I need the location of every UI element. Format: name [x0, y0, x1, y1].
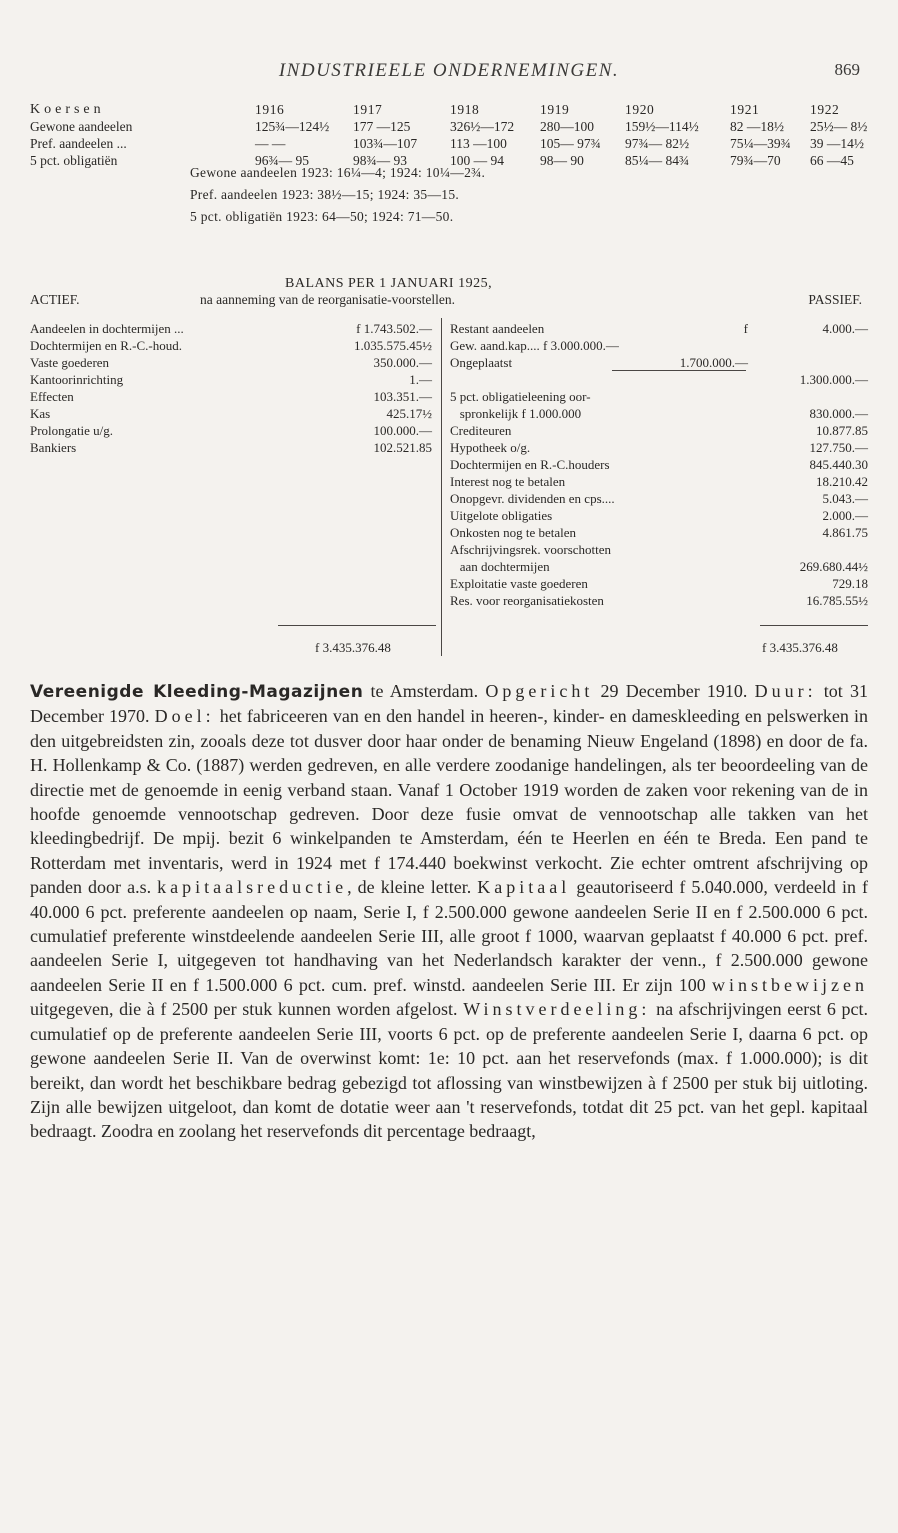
- balance-row: [30, 388, 432, 405]
- balance-label: Ongeplaatst: [450, 355, 513, 370]
- text-run: het fabriceeren van en den handel in heeren-, kinder- en dameskleeding en pelswerken in den uitgebreidsten zin, zooals deze tot dusver door haar onder de benaming Nieuw Engeland (1898) en door de fa. H. Hollenkamp & Co. (1887) werden gedreven, en alle verdere zoodanige handelingen, als ter beoordeeling van de directie met de genoemde in eenig verband staan. Vanaf 1 October 1919 worden de zaken voor rekening van de in hoofde genoemde vennootschap gedreven. Door deze fusie omvat de vennootschap alle takken van het kleedingbedrijf. De mpij. bezit 6 winkelpanden te Amsterdam, één te Heerlen en één te Breda. Een pand te Rotterdam met inventaris, werd in 1924 met f 174.440 boekwinst verkocht. Zie echter omtrent afschrijving op panden door a.s.: [30, 706, 869, 898]
- balance-label: Dochtermijen en R.-C.-houd.: [30, 338, 182, 353]
- year-cell: 1921: [730, 102, 760, 117]
- row-label: 5 pct. obligatiën: [30, 153, 118, 168]
- quotes-heading-label: Koersen: [30, 102, 105, 117]
- balance-row: [450, 337, 868, 354]
- balance-title: BALANS PER 1 JANUARI 1925,: [285, 276, 493, 291]
- passief-list: [450, 320, 868, 609]
- balance-row: [30, 439, 432, 456]
- actief-total: f 3.435.376.48: [315, 640, 391, 655]
- year-cell: 1918: [450, 102, 480, 117]
- balance-subamount: 1.700.000.—: [679, 355, 748, 370]
- balance-row: [450, 388, 868, 405]
- balance-amount: 269.680.44½: [799, 559, 868, 574]
- balance-label: Bankiers: [30, 440, 77, 455]
- quote-cell: 97¾— 82½: [625, 136, 690, 151]
- balance-subtitle: na aanneming van de reorganisatie-voorstellen.: [200, 292, 456, 307]
- balance-label: Exploitatie vaste goederen: [450, 576, 588, 591]
- balance-amount: f 1.743.502.—: [356, 321, 432, 336]
- year-cell: 1922: [810, 102, 840, 117]
- balance-amount: 10.877.85: [816, 423, 868, 438]
- balance-label: aan dochtermijen: [450, 559, 550, 574]
- text-run: uitgegeven, die à f 2500 per stuk kunnen worden afgelost.: [30, 999, 464, 1020]
- total-rule: [760, 625, 868, 626]
- total-rule: [278, 625, 436, 626]
- note-line: Pref. aandeelen 1923: 38½—15; 1924: 35—15.: [190, 187, 460, 202]
- balance-amount: 16.785.55½: [806, 593, 868, 608]
- balance-amount: 1.035.575.45½: [354, 338, 432, 353]
- balance-row: [450, 422, 868, 439]
- section-label: winstbewijzen: [712, 974, 868, 995]
- balance-amount: 1.300.000.—: [799, 372, 868, 387]
- balance-label: 5 pct. obligatieleening oor-: [450, 389, 591, 404]
- quote-cell: 66 —45: [810, 153, 854, 168]
- balance-label: Uitgelote obligaties: [450, 508, 553, 523]
- balance-row: [450, 456, 868, 473]
- note-line: Gewone aandeelen 1923: 16¼—4; 1924: 10¼—2¾.: [190, 165, 486, 180]
- balance-row: [30, 405, 432, 422]
- balance-label: spronkelijk f 1.000.000: [450, 406, 582, 421]
- balance-amount: 102.521.85: [373, 440, 432, 455]
- balance-row: [450, 354, 868, 371]
- balance-row: [450, 524, 868, 541]
- balance-amount: 2.000.—: [822, 508, 868, 523]
- balance-row: [450, 320, 868, 337]
- year-cell: 1916: [255, 102, 285, 117]
- quotes-header-row: [30, 101, 880, 118]
- balance-row: [30, 337, 432, 354]
- balance-amount: 4.861.75: [822, 525, 868, 540]
- text-run: na afschrijvingen eerst 6 pct. cumulatief op de preferente aandeelen Serie III, voorts 6 pct. op de preferente aandeelen Serie I, daarna 6 pct. op gewone aandeelen Serie II. Van de overwinst komt: 1e: 10 pct. aan het reservefonds (max. f 1.000.000); is dit bereikt, dan wordt het beschikbare bedrag gebezigd tot aflossing van winstbewijzen à f 2500 per stuk bij uitloting. Zijn alle bewijzen uitgeloot, dan komt de dotatie weer aan 't reservefonds, totdat dit 25 pct. van het gepl. kapitaal bedraagt. Zoodra en zoolang het reservefonds dit percentage bedraagt,: [30, 999, 869, 1142]
- quote-cell: 85¼— 84¾: [625, 153, 690, 168]
- quote-cell: 98— 90: [540, 153, 584, 168]
- company-description: [30, 679, 868, 1144]
- balance-row: [450, 439, 868, 456]
- section-label: Winstverdeeling:: [463, 999, 651, 1020]
- balance-row: [450, 371, 868, 388]
- balance-label: Afschrijvingsrek. voorschotten: [450, 542, 612, 557]
- balance-label: Onopgevr. dividenden en cps....: [450, 491, 615, 506]
- balance-row: [30, 371, 432, 388]
- quotes-table: [30, 101, 880, 169]
- balance-amount: 350.000.—: [373, 355, 432, 370]
- balance-row: [450, 473, 868, 490]
- balance-amount: 4.000.—: [822, 321, 868, 336]
- balance-row: [450, 490, 868, 507]
- actief-heading: ACTIEF.: [30, 292, 80, 307]
- text-run: , de kleine letter.: [347, 877, 478, 898]
- column-divider: [441, 318, 442, 656]
- year-cell: 1919: [540, 102, 570, 117]
- quote-cell: 159½—114½: [625, 119, 699, 134]
- quote-cell: 177 —125: [353, 119, 411, 134]
- passief-total: f 3.435.376.48: [762, 640, 838, 655]
- balance-row: [450, 592, 868, 609]
- quote-notes: [190, 162, 485, 228]
- balance-amount: 729.18: [832, 576, 868, 591]
- quote-cell: 280—100: [540, 119, 594, 134]
- balance-amount: 845.440.30: [809, 457, 868, 472]
- balance-amount: 100.000.—: [373, 423, 432, 438]
- passief-heading: PASSIEF.: [808, 292, 862, 307]
- quote-cell: 79¾—70: [730, 153, 781, 168]
- quote-cell: — —: [255, 136, 286, 151]
- section-label: Duur:: [754, 681, 817, 701]
- balance-label: Aandeelen in dochtermijen ...: [30, 321, 184, 336]
- quote-cell: 82 —18½: [730, 119, 784, 134]
- balance-label: Prolongatie u/g.: [30, 423, 114, 438]
- balance-label: Hypotheek o/g.: [450, 440, 531, 455]
- text-run: te Amsterdam.: [363, 681, 486, 701]
- running-header: INDUSTRIEELE ONDERNEMINGEN.: [278, 60, 620, 81]
- section-label: kapitaalsreductie: [157, 877, 348, 898]
- quote-cell: 75¼—39¾: [730, 136, 791, 151]
- balance-amount: 830.000.—: [809, 406, 868, 421]
- balance-row: [450, 405, 868, 422]
- balance-amount: 1.—: [409, 372, 432, 387]
- quotes-row: [30, 135, 880, 152]
- text-run: geautoriseerd f 5.040.000, verdeeld in f 40.000 6 pct. preferente aandeelen op naam, Serie I, f 2.500.000 gewone aandeelen Serie II en f 2.500.000 6 pct. cumulatief preferente winstdeelende aandeelen Serie III, alle groot f 1000, waarvan geplaatst f 40.000 6 pct. pref. aandeelen Serie I, uitgegeven tot handhaving van het Nederlandsch karakter der venn., f 2.500.000 gewone aandeelen Serie II en f 1.500.000 6 pct. cum. pref. winstd. aandeelen Serie III. Er zijn 100: [30, 877, 869, 995]
- balance-row: [30, 354, 432, 371]
- balance-amount: 18.210.42: [816, 474, 868, 489]
- balance-label: Onkosten nog te betalen: [450, 525, 576, 540]
- year-cell: 1917: [353, 102, 383, 117]
- page-number: 869: [834, 60, 860, 79]
- balance-label: Effecten: [30, 389, 74, 404]
- balance-label: Interest nog te betalen: [450, 474, 566, 489]
- quote-cell: 25½— 8½: [810, 119, 868, 134]
- balance-label: Crediteuren: [450, 423, 512, 438]
- balance-label: Vaste goederen: [30, 355, 110, 370]
- text-run: tot 31 December 1970.: [30, 681, 868, 727]
- balance-label: Restant aandeelen: [450, 321, 545, 336]
- quote-cell: 326½—172: [450, 119, 515, 134]
- quote-cell: 103¾—107: [353, 136, 418, 151]
- balance-label: Res. voor reorganisatiekosten: [450, 593, 604, 608]
- quote-cell: 105— 97¾: [540, 136, 601, 151]
- actief-list: [30, 320, 432, 456]
- text-run: 29 December 1910.: [593, 681, 755, 701]
- balance-amount: 103.351.—: [373, 389, 432, 404]
- year-cell: 1920: [625, 102, 655, 117]
- note-line: 5 pct. obligatiën 1923: 64—50; 1924: 71—50.: [190, 209, 454, 224]
- balance-row: [450, 558, 868, 575]
- section-label: Opgericht: [485, 681, 594, 701]
- section-label: Doel:: [154, 706, 215, 727]
- quote-cell: 125¾—124½: [255, 119, 330, 134]
- balance-label: Gew. aand.kap.... f 3.000.000.—: [450, 338, 619, 353]
- quote-cell: 96¾— 95: [255, 153, 309, 168]
- quote-cell: 100 — 94: [450, 153, 504, 168]
- balance-row: [450, 575, 868, 592]
- balance-label: Kas: [30, 406, 51, 421]
- balance-subamount: f: [743, 321, 748, 336]
- quote-cell: 39 —14½: [810, 136, 864, 151]
- balance-row: [30, 422, 432, 439]
- quote-cell: 113 —100: [450, 136, 507, 151]
- balance-label: Kantoorinrichting: [30, 372, 124, 387]
- row-label: Gewone aandeelen: [30, 119, 133, 134]
- balance-amount: 425.17½: [386, 406, 432, 421]
- balance-row: [30, 320, 432, 337]
- row-label: Pref. aandeelen ...: [30, 136, 127, 151]
- balance-row: [450, 541, 868, 558]
- company-name: Vereenigde Kleeding-Magazijnen: [30, 682, 364, 702]
- balance-label: Dochtermijen en R.-C.houders: [450, 457, 610, 472]
- balance-amount: 127.750.—: [809, 440, 868, 455]
- balance-row: [450, 507, 868, 524]
- quotes-row: [30, 118, 880, 135]
- quote-cell: 98¾— 93: [353, 153, 407, 168]
- balance-amount: 5.043.—: [822, 491, 868, 506]
- section-label: Kapitaal: [477, 877, 571, 898]
